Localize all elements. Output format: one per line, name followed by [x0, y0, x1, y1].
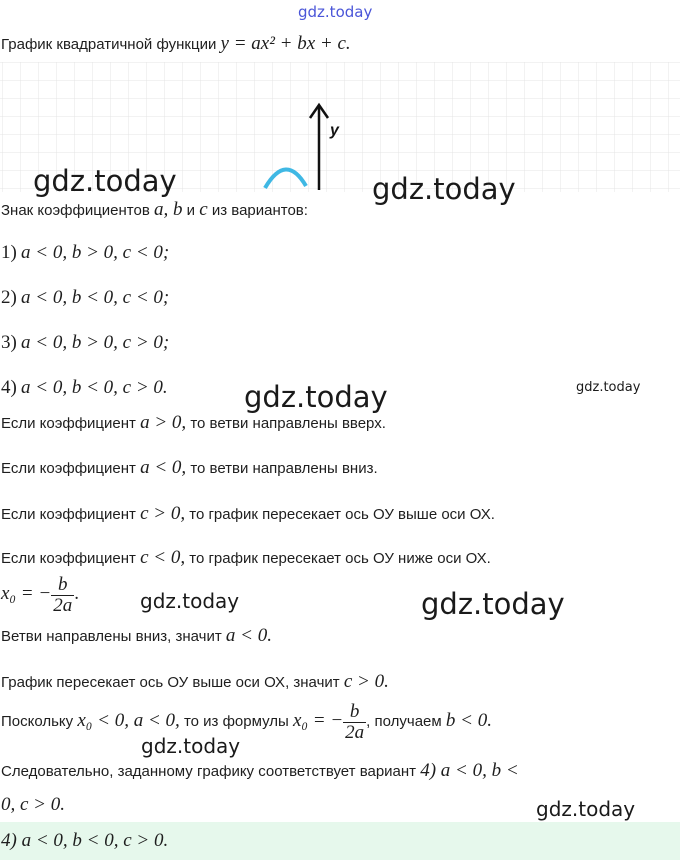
rule-suffix: то график пересекает ось ОУ выше оси ОХ. [189, 506, 495, 523]
option-4 [1, 378, 168, 399]
option-2 [1, 288, 169, 309]
fraction-denominator: 2a [345, 721, 365, 743]
step-math: x₀ < 0, a < 0, [77, 710, 180, 731]
graph-title-formula: y = ax² + bx + c. [220, 33, 351, 54]
option-text: a < 0, b > 0, c < 0; [21, 242, 170, 263]
rule-condition: c > 0, [140, 503, 186, 524]
answer-math: 4) a < 0, b < 0, c > 0. [1, 830, 169, 851]
vertex-formula [1, 574, 79, 616]
watermark: gdz.today [536, 797, 636, 821]
rule-prefix: Если коэффициент [1, 506, 136, 523]
conclusion-math: 0, c > 0. [1, 794, 66, 815]
step-math: c > 0. [343, 671, 389, 692]
step-intercept-above [1, 672, 389, 693]
step-derive-b [1, 699, 492, 744]
conclusion-text: Следовательно, заданному графику соответствует вариант [1, 763, 417, 780]
conclusion-line-1 [1, 761, 519, 782]
question-prefix: Знак коэффициентов [1, 202, 150, 219]
fraction-numerator: b [349, 700, 360, 722]
fraction-denominator: 2a [53, 594, 73, 616]
rule-prefix: Если коэффициент [1, 415, 136, 432]
rule-suffix: то ветви направлены вверх. [190, 415, 386, 432]
step-math: x₀ = − [292, 710, 344, 731]
watermark: gdz.today [141, 734, 241, 758]
option-text: a < 0, b < 0, c < 0; [21, 287, 170, 308]
step-text: Ветви направлены вниз, значит [1, 628, 222, 645]
watermark: gdz.today [33, 164, 177, 198]
question-and: и [186, 202, 196, 219]
vertex-fraction [51, 575, 74, 616]
rule-1 [1, 413, 386, 434]
option-number: 2) [1, 287, 17, 308]
option-number: 3) [1, 332, 17, 353]
fraction-numerator: b [57, 573, 68, 595]
question-text [1, 200, 308, 221]
option-number: 1) [1, 242, 17, 263]
watermark: gdz.today [421, 587, 565, 621]
option-text: a < 0, b > 0, c > 0; [21, 332, 170, 353]
answer-text [1, 831, 168, 852]
step-text: Поскольку [1, 713, 74, 730]
watermark: gdz.today [372, 172, 516, 206]
option-3 [1, 333, 169, 354]
vertex-formula-lhs: x₀ = − [1, 583, 52, 604]
watermark-top: gdz.today [298, 3, 373, 21]
rule-2 [1, 458, 378, 479]
answer-box [0, 822, 680, 860]
rule-condition: a < 0, [140, 457, 187, 478]
vertex-formula-end: . [74, 583, 79, 604]
step-fraction [343, 702, 366, 743]
rule-condition: a > 0, [140, 412, 187, 433]
question-var-c: c [199, 199, 208, 220]
step-math: b < 0. [445, 710, 492, 731]
watermark: gdz.today [576, 380, 641, 395]
y-axis-label: y [330, 122, 339, 139]
step-text: то из формулы [183, 713, 289, 730]
watermark: gdz.today [140, 589, 240, 613]
rule-prefix: Если коэффициент [1, 550, 136, 567]
option-1 [1, 243, 169, 264]
option-text: a < 0, b < 0, c > 0. [21, 377, 168, 398]
rule-suffix: то ветви направлены вниз. [190, 460, 378, 477]
question-vars-ab: a, b [154, 199, 183, 220]
conclusion-line-2 [1, 795, 65, 816]
watermark: gdz.today [244, 380, 388, 414]
step-math: a < 0. [225, 625, 272, 646]
rule-condition: c < 0, [140, 547, 186, 568]
rule-suffix: то график пересекает ось ОУ ниже оси ОХ. [189, 550, 491, 567]
conclusion-math: 4) a < 0, b < [420, 760, 519, 781]
step-text: , получаем [366, 713, 442, 730]
rule-3 [1, 504, 495, 525]
step-text: График пересекает ось ОУ выше оси ОХ, значит [1, 674, 340, 691]
step-branches-down [1, 626, 272, 647]
graph-title [1, 34, 351, 55]
option-number: 4) [1, 377, 17, 398]
question-suffix: из вариантов: [211, 202, 308, 219]
graph-title-text: График квадратичной функции [1, 36, 217, 53]
rule-4 [1, 548, 491, 569]
rule-prefix: Если коэффициент [1, 460, 136, 477]
